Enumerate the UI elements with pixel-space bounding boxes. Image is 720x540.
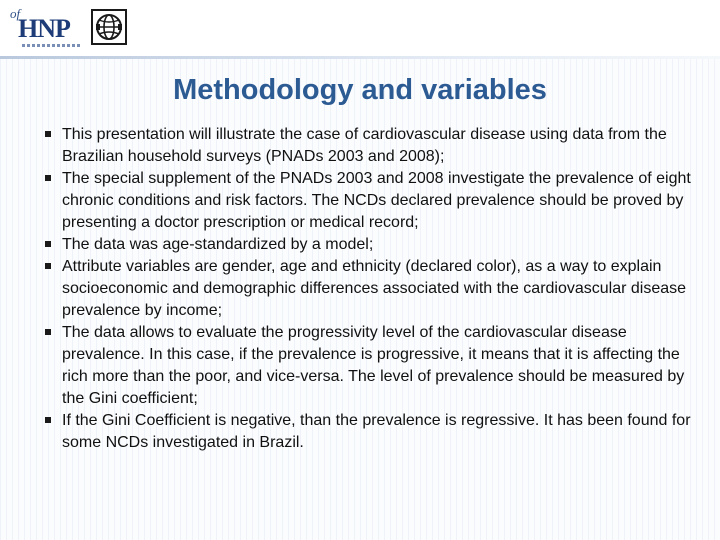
square-bullet-icon (45, 329, 51, 335)
bullet-list (43, 124, 693, 454)
bullet-item (43, 168, 693, 234)
square-bullet-icon (45, 175, 51, 181)
square-bullet-icon (45, 131, 51, 137)
bullet-text: The special supplement of the PNADs 2003 and 2008 investigate the prevalence of eight chronic conditions and risk factors. The NCDs declared prevalence should be proved by presenting a doctor prescription or medical record; (62, 170, 691, 231)
bullet-text: The data was age-standardized by a model; (62, 236, 374, 253)
square-bullet-icon (45, 263, 51, 269)
world-bank-logo-icon (91, 9, 127, 45)
header-divider (0, 56, 720, 59)
bullet-item (43, 322, 693, 410)
bullet-item (43, 410, 693, 454)
bullet-text: Attribute variables are gender, age and ethnicity (declared color), as a way to explain socioeconomic and demographic differences associated with the cardiovascular disease prevalence by income; (62, 258, 687, 319)
square-bullet-icon (45, 417, 51, 423)
square-bullet-icon (45, 241, 51, 247)
hnp-logo-prefix: of (10, 6, 21, 21)
slide-title: Methodology and variables (173, 74, 547, 106)
hnp-logo (8, 6, 84, 52)
header-band (0, 0, 720, 58)
bullet-item (43, 234, 693, 256)
bullet-text: If the Gini Coefficient is negative, than the prevalence is regressive. It has been found for some NCDs investigated in Brazil. (62, 412, 691, 451)
bullet-item (43, 256, 693, 322)
bullet-text: This presentation will illustrate the case of cardiovascular disease using data from the Brazilian household surveys (PNADs 2003 and 2008); (62, 126, 667, 165)
hnp-logo-tagline (22, 44, 82, 47)
hnp-logo-text: HNP (18, 14, 70, 43)
bullet-text: The data allows to evaluate the progressivity level of the cardiovascular disease prevalence. In this case, if the prevalence is progressive, it means that it is affecting the rich more than the poor, and vice-versa. The level of prevalence should be measured by the Gini coefficient; (62, 324, 685, 407)
bullet-item (43, 124, 693, 168)
